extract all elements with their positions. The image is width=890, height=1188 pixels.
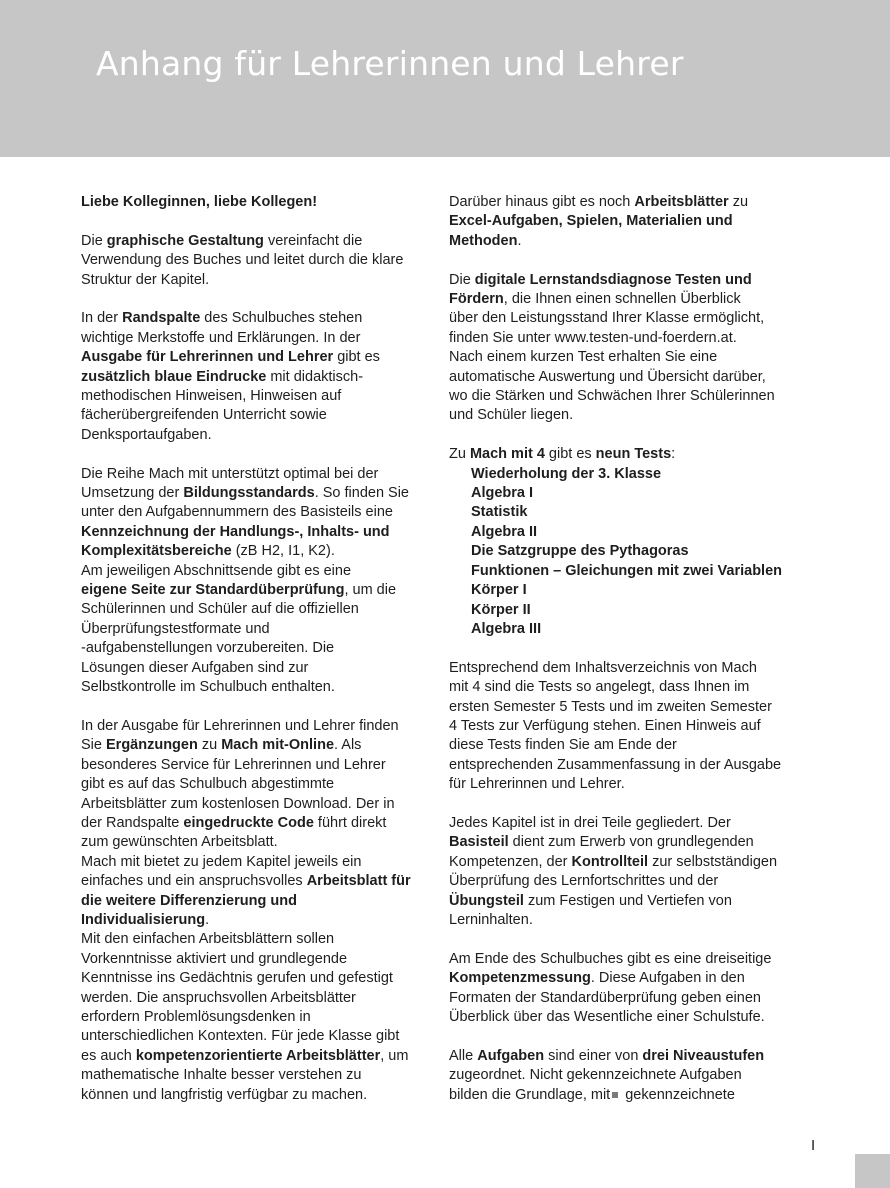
page-number: I <box>811 1137 816 1154</box>
left-column <box>81 193 436 1124</box>
list-item: Funktionen – Gleichungen mit zwei Variablen <box>471 562 782 579</box>
greeting: Liebe Kolleginnen, liebe Kollegen! <box>81 194 318 210</box>
paragraph-competence-measurement: Am Ende des Schulbuches gibt es eine dreiseitige Kompetenzmessung. Diese Aufgaben in den Formaten der Standardüberprüfung geben einen Überblick über das Wesentliche einer Schulstufe. <box>449 950 772 1025</box>
tests-section <box>449 445 809 639</box>
list-item: Die Satzgruppe des Pythagoras <box>471 543 689 560</box>
tests-intro: Zu Mach mit 4 gibt es neun Tests: <box>449 446 676 463</box>
level-marker-icon <box>612 1092 618 1098</box>
page-title: Anhang für Lehrerinnen und Lehrer <box>96 44 684 83</box>
list-item: Statistik <box>471 504 528 521</box>
paragraph-graphic-design: Die graphische Gestaltung vereinfacht die Verwendung des Buches und leitet durch die klare Struktur der Kapitel. <box>81 232 404 288</box>
corner-tab <box>855 1154 890 1188</box>
list-item: Algebra II <box>471 523 538 540</box>
paragraph-chapter-parts: Jedes Kapitel ist in drei Teile gegliedert. Der Basisteil dient zum Erwerb von grundlegenden Kompetenzen, der Kontrollteil zur selbstständigen Überprüfung des Lernfortschrittes und der Übungsteil zum Festigen und Vertiefen von Lerninhalten. <box>449 814 778 928</box>
paragraph-diagnostics: Die digitale Lernstandsdiagnose Testen und Fördern, die Ihnen einen schnellen Überblick über den Leistungsstand Ihrer Klasse ermöglicht, finden Sie unter www.testen-und-foerdern.at. Nach einem kurzen Test erhalten Sie eine automatische Auswertung und Übersicht darüber, wo die Stärken und Schwächen Ihrer Schülerinnen und Schüler liegen. <box>449 271 775 424</box>
paragraph-test-schedule: Entsprechend dem Inhaltsverzeichnis von Mach mit 4 sind die Tests so angelegt, dass Ihnen im ersten Semester 5 Tests und im zweiten Semester 4 Tests zur Verfügung stehen. Einen Hinweis auf diese Tests finden Sie am Ende der entsprechenden Zusammenfassung in der Ausgabe für Lehrerinnen und Lehrer. <box>449 659 782 793</box>
right-column <box>449 193 809 1124</box>
tests-list <box>449 465 809 640</box>
list-item: Körper II <box>471 601 531 618</box>
list-item: Algebra III <box>471 620 542 637</box>
paragraph-standards: Die Reihe Mach mit unterstützt optimal bei der Umsetzung der Bildungsstandards. So finden Sie unter den Aufgabennummern des Basisteils eine Kennzeichnung der Handlungs-, Inhalts- und Komplexitätsbereiche (zB H2, I1, K2). Am jeweiligen Abschnittsende gibt es eine eigene Seite zur Standardüberprüfung, um die Schülerinnen und Schüler auf die offiziellen Überprüfungstestformate und -aufgabenstellungen vorzubereiten. Die Lösungen dieser Aufgaben sind zur Selbstkontrolle im Schulbuch enthalten. <box>81 465 410 696</box>
list-item: Wiederholung der 3. Klasse <box>471 465 662 482</box>
paragraph-levels: Alle Aufgaben sind einer von drei Niveaustufen zugeordnet. Nicht gekennzeichnete Aufgaben bilden die Grundlage, mit gekennzeichnete <box>449 1047 765 1103</box>
list-item: Algebra I <box>471 485 534 502</box>
list-item: Körper I <box>471 582 527 599</box>
paragraph-online: In der Ausgabe für Lehrerinnen und Lehrer finden Sie Ergänzungen zu Mach mit-Online. Als besonderes Service für Lehrerinnen und Lehrer gibt es auf das Schulbuch abgestimmte Arbeitsblätter zum kostenlosen Download. Der in der Randspalte eingedruckte Code führt direkt zum gewünschten Arbeitsblatt. Mach mit bietet zu jedem Kapitel jeweils ein einfaches und ein anspruchsvolles Arbeitsblatt für die weitere Differenzierung und Individualisierung. Mit den einfachen Arbeitsblättern sollen Vorkenntnisse aktiviert und grundlegende Kenntnisse ins Gedächtnis gerufen und gefestigt werden. Die anspruchsvollen Arbeitsblätter erfordern Problemlösungsdenken in unterschiedlichen Kontexten. Für jede Klasse gibt es auch kompetenzorientierte Arbeitsblätter, um mathematische Inhalte besser verstehen zu können und langfristig verfügbar zu machen. <box>81 717 411 1103</box>
paragraph-extra-worksheets: Darüber hinaus gibt es noch Arbeitsblätter zu Excel-Aufgaben, Spielen, Materialien und Methoden. <box>449 194 749 249</box>
paragraph-margin-column: In der Randspalte des Schulbuches stehen wichtige Merkstoffe und Erklärungen. In der Ausgabe für Lehrerinnen und Lehrer gibt es zusätzlich blaue Eindrucke mit didaktisch- methodischen Hinweisen, Hinweisen auf fächerübergreifenden Unterricht sowie Denksportaufgaben. <box>81 310 380 443</box>
title-banner <box>0 0 890 157</box>
